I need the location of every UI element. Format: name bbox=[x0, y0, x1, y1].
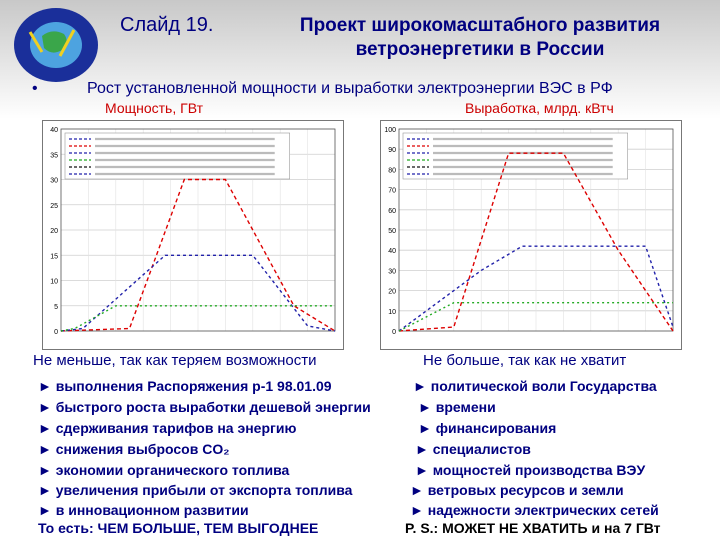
generation-ytick-label: 70 bbox=[388, 187, 396, 195]
generation-ytick-label: 20 bbox=[388, 288, 396, 296]
generation-ytick-label: 80 bbox=[388, 167, 396, 175]
capacity-ytick-label: 0 bbox=[54, 329, 58, 336]
conclusion-left: То есть: ЧЕМ БОЛЬШЕ, ТЕМ ВЫГОДНЕЕ bbox=[38, 520, 319, 536]
generation-ytick-label: 90 bbox=[388, 147, 396, 155]
right-reason-1: ► политической воли Государства bbox=[413, 378, 657, 394]
right-reason-7: ► надежности электрических сетей bbox=[410, 502, 659, 518]
right-reason-6: ► ветровых ресурсов и земли bbox=[410, 482, 624, 498]
capacity-ytick-label: 15 bbox=[50, 253, 58, 261]
left-reason-1: ► выполнения Распоряжения р-1 98.01.09 bbox=[38, 378, 332, 394]
generation-chart bbox=[380, 120, 682, 350]
right-reason-5: ► мощностей производства ВЭУ bbox=[415, 462, 646, 478]
generation-ytick-label: 40 bbox=[388, 248, 396, 256]
conclusion-right: P. S.: МОЖЕТ НЕ ХВАТИТЬ и на 7 ГВт bbox=[405, 520, 661, 536]
capacity-ytick-label: 35 bbox=[50, 152, 58, 160]
capacity-chart-label: Мощность, ГВт bbox=[105, 100, 203, 116]
generation-ytick-label: 50 bbox=[388, 228, 396, 235]
right-reason-3: ► финансирования bbox=[418, 420, 557, 436]
slide-title: Проект широкомасштабного развития ветроэнергетики в России bbox=[299, 15, 661, 60]
left-reason-2: ► быстрого роста выработки дешевой энергии bbox=[38, 399, 371, 415]
left-reason-3: ► сдерживания тарифов на энергию bbox=[38, 420, 297, 436]
atmograph-logo bbox=[12, 6, 100, 84]
left-reason-5: ► экономии органического топлива bbox=[38, 462, 290, 478]
left-column-heading: Не меньше, так как теряем возможности bbox=[33, 352, 317, 369]
generation-ytick-label: 30 bbox=[388, 268, 396, 276]
bullet-marker: • bbox=[32, 80, 38, 97]
right-reason-4: ► специалистов bbox=[415, 441, 531, 457]
left-reason-4: ► снижения выбросов CO₂ bbox=[38, 441, 230, 457]
capacity-ytick-label: 5 bbox=[54, 303, 58, 311]
capacity-ytick-label: 30 bbox=[50, 177, 58, 185]
left-reason-6: ► увеличения прибыли от экспорта топлива bbox=[38, 482, 353, 498]
capacity-ytick-label: 20 bbox=[50, 228, 58, 235]
generation-ytick-label: 10 bbox=[388, 308, 396, 316]
capacity-chart bbox=[42, 120, 344, 350]
left-reason-7: ► в инновационном развитии bbox=[38, 502, 249, 518]
right-column-heading: Не больше, так как не хватит bbox=[423, 352, 627, 369]
capacity-ytick-label: 10 bbox=[50, 278, 58, 286]
capacity-ytick-label: 25 bbox=[50, 202, 58, 210]
slide-number: Слайд 19. bbox=[120, 14, 214, 36]
generation-ytick-label: 60 bbox=[388, 207, 396, 215]
generation-chart-label: Выработка, млрд. кВтч bbox=[465, 100, 614, 116]
right-reason-2: ► времени bbox=[418, 399, 496, 415]
chart-section-subtitle: Рост установленной мощности и выработки электроэнергии ВЭС в РФ bbox=[87, 80, 613, 97]
generation-ytick-label: 100 bbox=[384, 127, 396, 134]
generation-ytick-label: 0 bbox=[392, 329, 396, 336]
capacity-ytick-label: 40 bbox=[50, 127, 58, 134]
